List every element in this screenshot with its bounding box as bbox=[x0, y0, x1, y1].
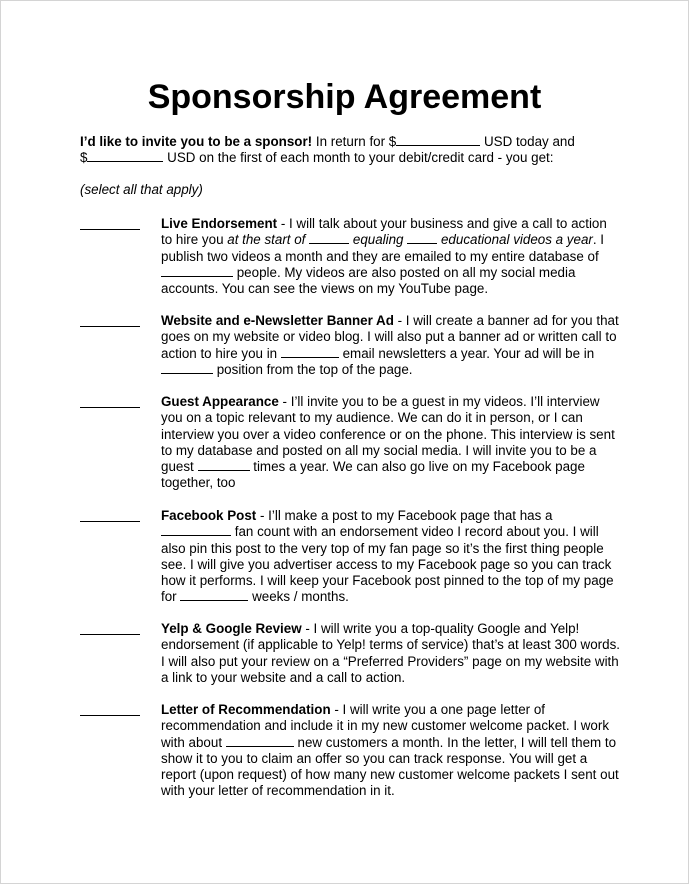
intro-text-2: USD today and bbox=[480, 134, 575, 149]
option-body bbox=[161, 394, 620, 492]
option-text: . I publish two videos a month and they are emailed to my entire database of bbox=[161, 232, 605, 264]
select-note: (select all that apply) bbox=[80, 182, 203, 197]
option-text: - I will write you a top-quality Google and Yelp! endorsement (if applicable to Yelp! terms of service) that’s at least 300 words. I will also put your review on a “Preferred Providers” page on my website with a link to your website and a call to action. bbox=[161, 621, 620, 685]
checkbox-line-guest-appearance[interactable] bbox=[80, 407, 140, 408]
option-body bbox=[161, 216, 620, 297]
checkbox-line-live-endorsement[interactable] bbox=[80, 229, 140, 230]
fill-blank[interactable] bbox=[161, 265, 233, 277]
document-title: Sponsorship Agreement bbox=[147, 78, 542, 116]
intro-text-3: $ bbox=[80, 150, 88, 166]
intro-text-1: In return for $ bbox=[312, 134, 397, 149]
option-text: email newsletters a year. Your ad will be in bbox=[342, 345, 595, 361]
option-text: - I’ll make a post to my Facebook page that has a bbox=[256, 508, 553, 523]
amount-monthly-blank[interactable] bbox=[87, 150, 163, 162]
option-name: Guest Appearance bbox=[161, 394, 279, 409]
option-text: position from the top of the page. bbox=[216, 361, 413, 377]
option-text: weeks / months. bbox=[252, 589, 349, 605]
option-name: Website and e-Newsletter Banner Ad bbox=[161, 313, 394, 328]
checkbox-line-facebook-post[interactable] bbox=[80, 521, 140, 522]
option-name: Yelp & Google Review bbox=[161, 621, 302, 636]
option-text: at the start of bbox=[227, 232, 306, 248]
fill-blank[interactable] bbox=[161, 524, 231, 536]
fill-blank[interactable] bbox=[161, 362, 213, 374]
checkbox-line-letter-of-recommendation[interactable] bbox=[80, 715, 140, 716]
option-name: Facebook Post bbox=[161, 508, 257, 523]
option-body bbox=[161, 702, 620, 800]
checkbox-line-yelp-google-review[interactable] bbox=[80, 634, 140, 635]
option-text: equaling bbox=[352, 232, 404, 248]
option-body bbox=[161, 313, 620, 378]
intro-text-4: USD on the first of each month to your debit/credit card - you get: bbox=[163, 150, 554, 166]
option-text: fan count with an endorsement video I record about you. I will also pin this post to the very top of my fan page so it’s the first thing people see. I will give you advertiser access to my Facebook page so you can track how it performs. I will keep your Facebook post pinned to the top of my page for bbox=[161, 524, 614, 605]
amount-today-blank[interactable] bbox=[396, 134, 480, 146]
fill-blank[interactable] bbox=[198, 459, 250, 471]
fill-blank[interactable] bbox=[281, 346, 339, 358]
option-name: Live Endorsement bbox=[161, 216, 278, 231]
option-body bbox=[161, 621, 620, 686]
option-text: times a year. We can also go live on my Facebook page together, too bbox=[161, 459, 585, 491]
intro-lead: I’d like to invite you to be a sponsor! bbox=[80, 134, 313, 149]
fill-blank[interactable] bbox=[309, 232, 349, 244]
option-body bbox=[161, 508, 620, 606]
option-text: - I’ll invite you to be a guest in my videos. I’ll interview you on a topic relevant to my audience. We can do it in person, or I can interview you over a video conference or on the phone. This interview is sent to my database and posted on all my social media. I will invite you to be a guest bbox=[161, 394, 615, 475]
fill-blank[interactable] bbox=[226, 735, 294, 747]
fill-blank[interactable] bbox=[180, 589, 248, 601]
option-text: - I will write you a one page letter of recommendation and include it in my new customer welcome packet. I work with about bbox=[161, 702, 610, 750]
checkbox-line-banner-ad[interactable] bbox=[80, 326, 140, 327]
fill-blank[interactable] bbox=[407, 232, 437, 244]
intro-paragraph bbox=[80, 134, 620, 167]
option-text: new customers a month. In the letter, I will tell them to show it to you to claim an offer so you can track response. You will get a report (upon request) of how many new customer welcome packets I sent out with your letter of recommendation in it. bbox=[161, 734, 619, 799]
option-text: - I will talk about your business and give a call to action to hire you bbox=[161, 216, 607, 248]
option-text: people. My videos are also posted on all my social media accounts. You can see the views on my YouTube page. bbox=[161, 264, 576, 297]
option-name: Letter of Recommendation bbox=[161, 702, 331, 717]
option-text: - I will create a banner ad for you that goes on my website or video blog. I will also put a banner ad or written call to action to hire you in bbox=[161, 313, 619, 361]
option-text: educational videos a year bbox=[440, 232, 593, 248]
